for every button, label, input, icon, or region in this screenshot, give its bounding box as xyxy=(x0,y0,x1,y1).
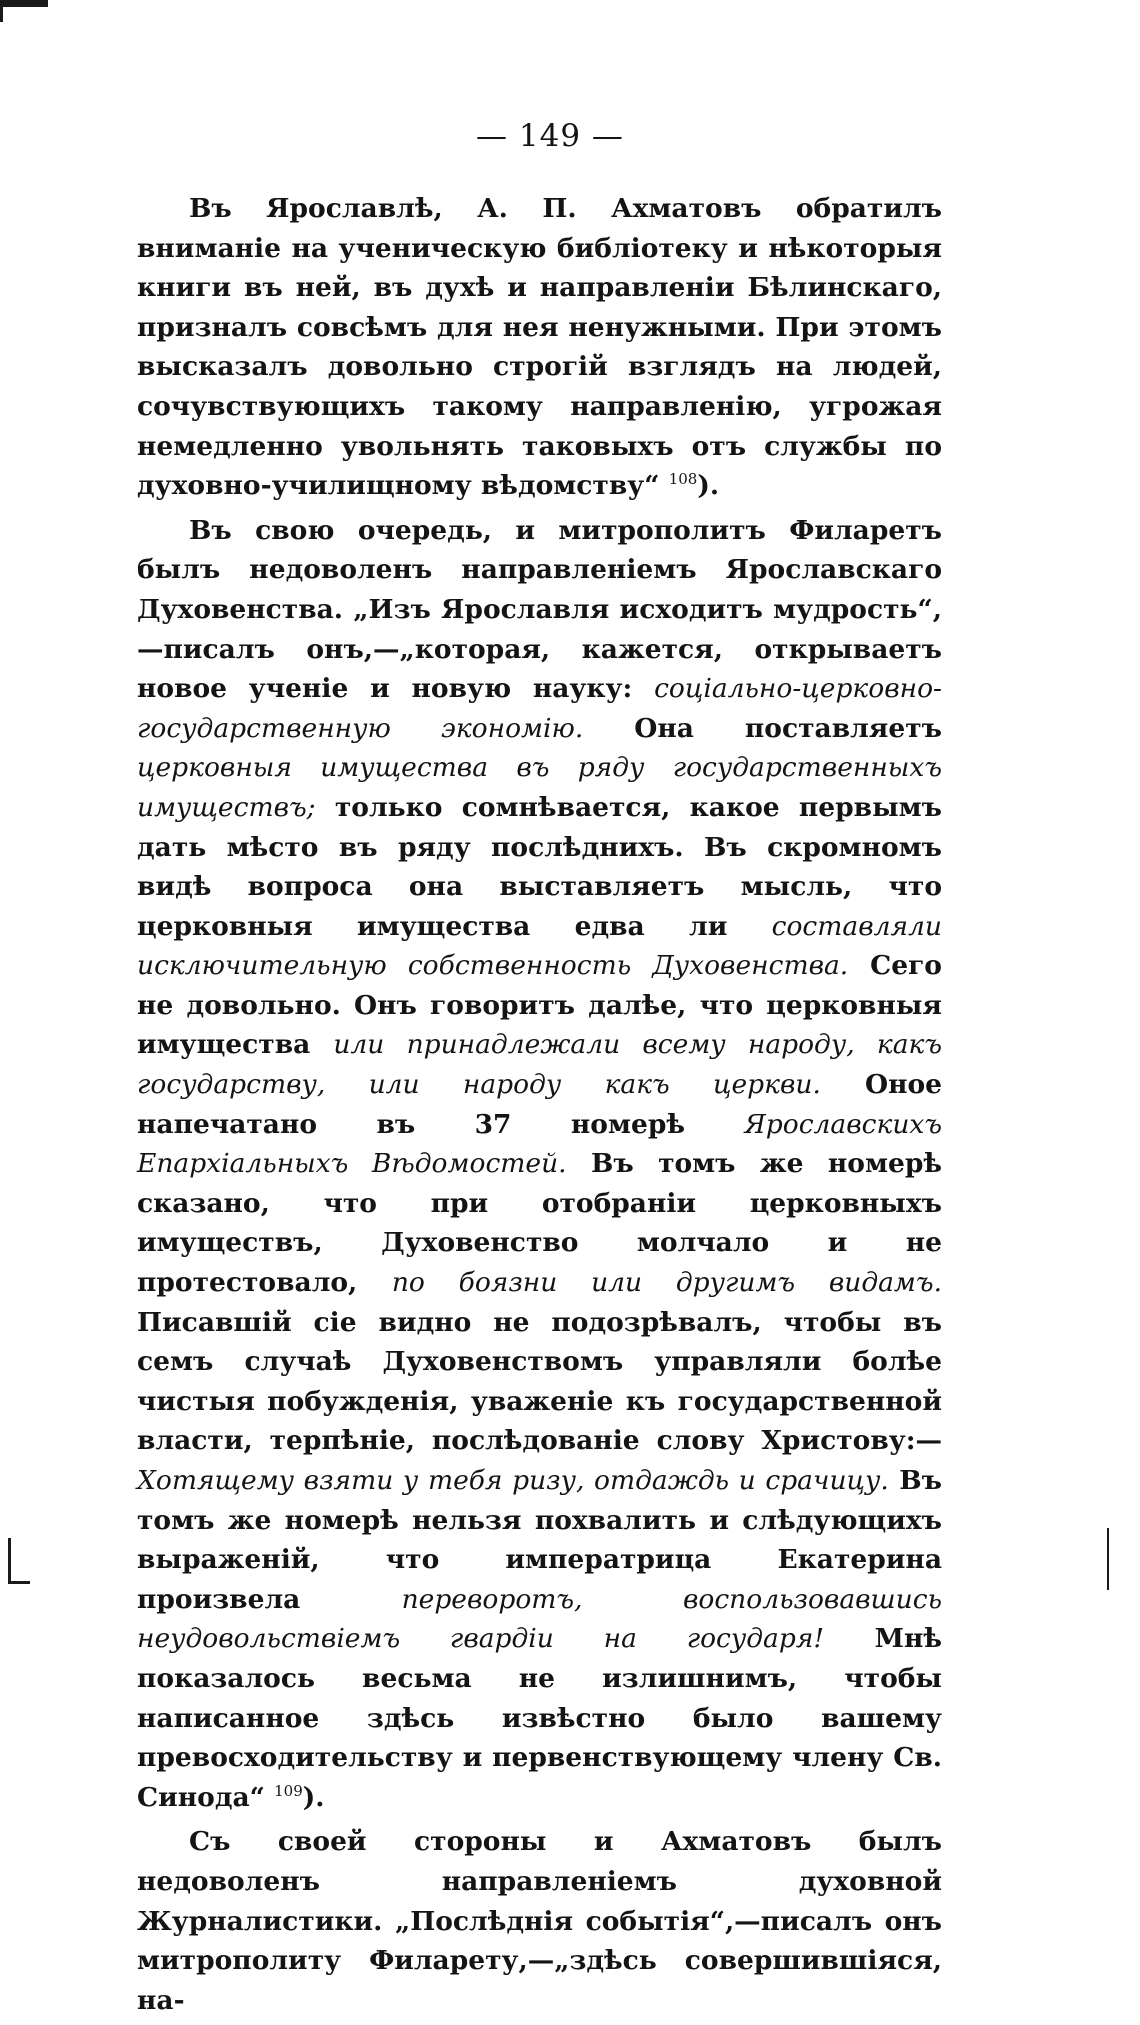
emphasis-text: составляли исключительную собственность Духовенства. xyxy=(137,910,942,982)
emphasis-text: Хотящему взяти у тебя ризу, отдаждь и срачицу. xyxy=(137,1465,889,1496)
text-run: Съ своей стороны и Ахматовъ былъ недоволенъ направленіемъ духовной Журналистики. „Послѣднія событія“,—писалъ онъ митрополиту Филарету,—„здѣсь совершившіяся, на- xyxy=(137,1826,942,2016)
text-run: Въ томъ же номерѣ нельзя похвалить и слѣдующихъ выраженій, что императрица Екатерина произвела xyxy=(137,1465,942,1615)
scan-margin-mark-right xyxy=(1107,1528,1109,1590)
emphasis-text: или принадлежали всему народу, какъ государству, или народу какъ церкви. xyxy=(137,1029,942,1101)
paragraph xyxy=(137,1822,942,2020)
scan-margin-mark-left-foot xyxy=(8,1581,30,1584)
text-run: Оное напечатано въ 37 номерѣ xyxy=(137,1069,942,1140)
emphasis-text: переворотъ, воспользовавшись неудовольствіемъ гвардіи на государя! xyxy=(137,1583,942,1655)
footnote-ref: 108 xyxy=(668,470,698,489)
emphasis-text: Ярославскихъ Епархіальныхъ Вѣдомостей. xyxy=(137,1108,942,1180)
text-run: ). xyxy=(697,470,720,502)
scan-margin-mark-left xyxy=(8,1538,11,1584)
text-run: только сомнѣвается, какое первымъ дать мѣсто въ ряду послѣднихъ. Въ скромномъ видѣ вопроса она выставляетъ мысль, что церковныя имущества едва ли xyxy=(137,791,942,942)
body-text xyxy=(137,189,942,2025)
text-run: Въ свою очередь, и митрополитъ Филаретъ былъ недоволенъ направленіемъ Ярославскаго Духовенства. „Изъ Ярославля исходитъ мудрость“,—писалъ онъ,—„которая, кажется, открываетъ новое ученіе и новую науку: xyxy=(137,514,942,705)
paragraph xyxy=(137,511,942,1818)
text-run: Мнѣ показалось весьма не излишнимъ, чтобы написанное здѣсь извѣстно было вашему превосходительству и первенствующему члену Св. Синода“ xyxy=(137,1623,942,1813)
page-number: — 149 — xyxy=(476,118,624,154)
emphasis-text: соціально-церковно-государственную экономію. xyxy=(137,673,942,744)
text-run: Писавшій сіе видно не подозрѣвалъ, чтобы въ семъ случаѣ Духовенствомъ управляли болѣе чистыя побужденія, уваженіе къ государственной власти, терпѣніе, послѣдованіе слову Христову:— xyxy=(137,1306,942,1457)
emphasis-text: по боязни или другимъ видамъ. xyxy=(391,1267,942,1299)
scan-corner-mark xyxy=(0,0,48,7)
emphasis-text: церковныя имущества въ ряду государственныхъ имуществъ; xyxy=(137,752,942,823)
text-run: Она поставляетъ xyxy=(583,712,942,744)
scan-corner-mark-vertical xyxy=(0,0,3,22)
text-run: Сего не довольно. Онъ говоритъ далѣе, что церковныя имущества xyxy=(137,950,942,1061)
text-run: Въ Ярославлѣ, А. П. Ахматовъ обратилъ вниманіе на ученическую библіотеку и нѣкоторыя книги въ ней, въ духѣ и направленіи Бѣлинскаго, призналъ совсѣмъ для нея ненужными. При этомъ высказалъ довольно строгій взглядъ на людей, сочувствующихъ такому направленію, угрожая немедленно увольнять таковыхъ отъ службы по духовно-училищному вѣдомству“ xyxy=(137,193,942,502)
text-run: Въ томъ же номерѣ сказано, что при отобраніи церковныхъ имуществъ, Духовенство молчало и не протестовало, xyxy=(137,1148,942,1299)
text-run: ). xyxy=(302,1781,325,1813)
footnote-ref: 109 xyxy=(274,1781,303,1800)
paragraph xyxy=(137,189,942,506)
